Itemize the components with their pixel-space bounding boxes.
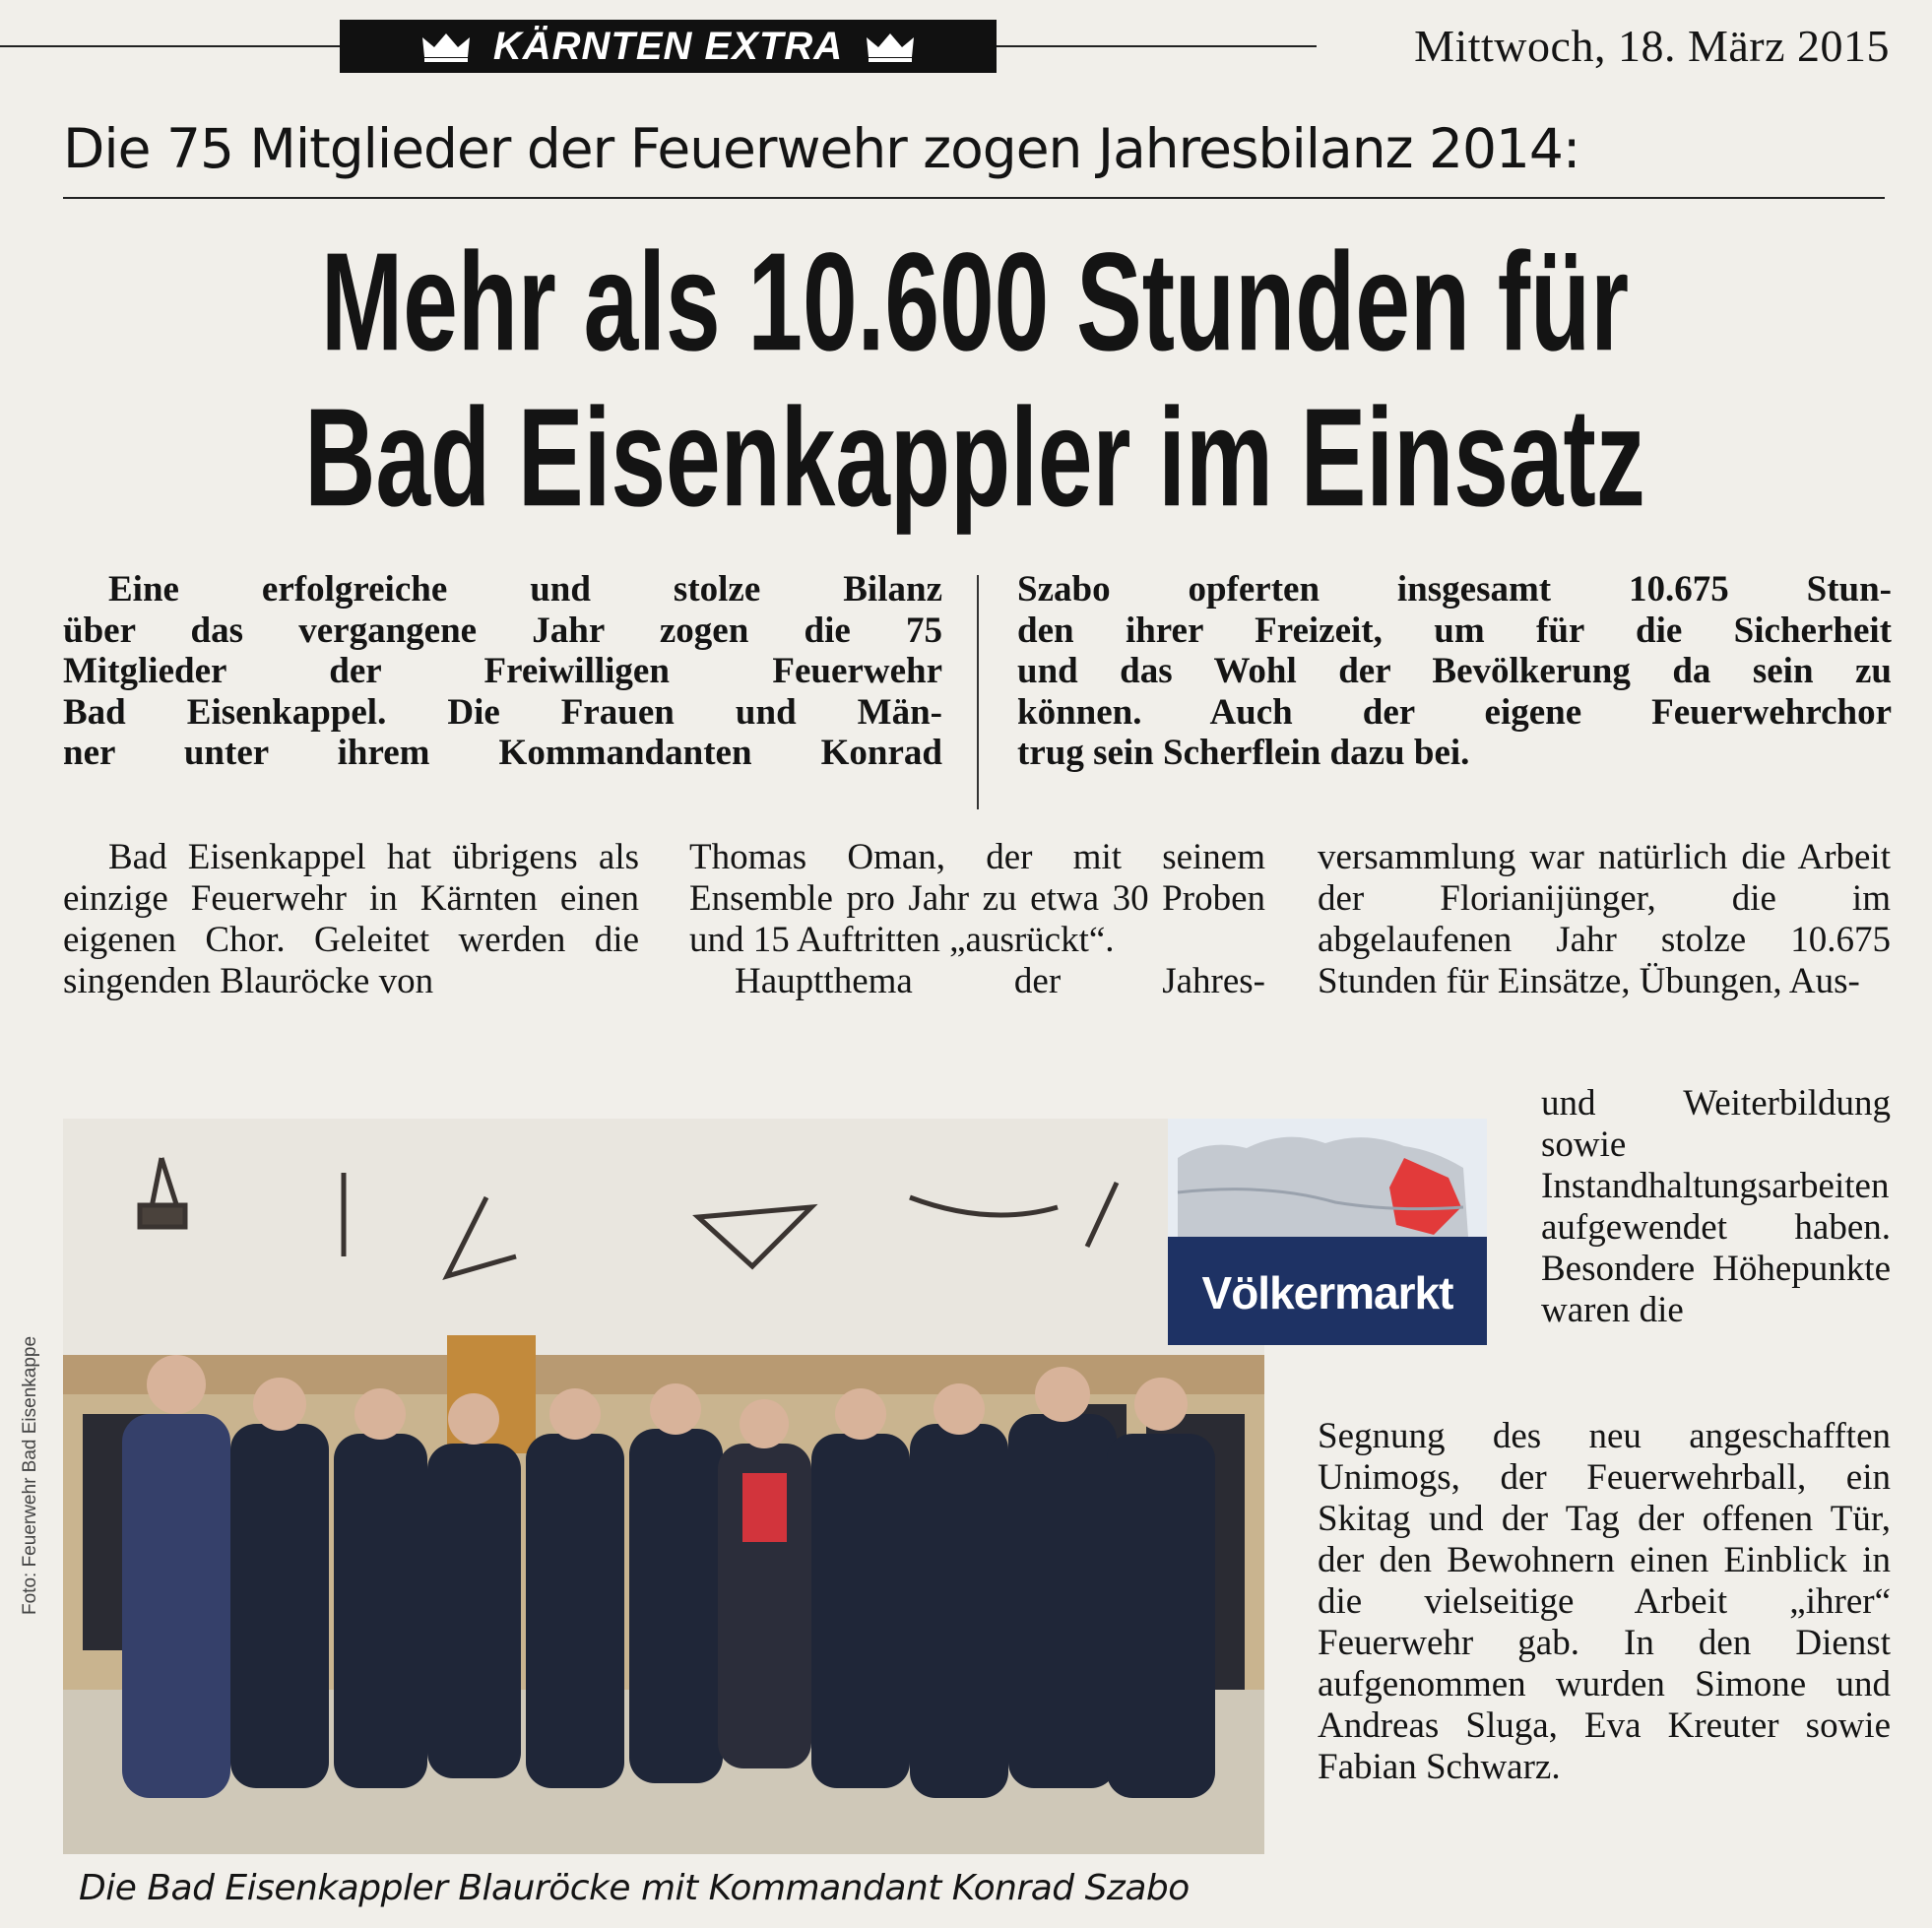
kicker-underline — [63, 197, 1885, 199]
body-paragraph: Segnung des neu angeschafften Unimogs, der Feuerwehrball, ein Skitag und der Tag der offenen Tür, der den Bewohnern einen Einblick in die vielseitige Arbeit „ihrer“ Feuerwehr gab. In den Dienst aufgenommen wurden Simone und Andreas Sluga, Eva Kreuter sowie Fabian Schwarz. — [1318, 1416, 1891, 1787]
lead-line: Bad Eisenkappel. Die Frauen und Män- — [63, 691, 942, 733]
photo-caption: Die Bad Eisenkappler Blauröcke mit Kommandant Konrad Szabo — [79, 1868, 1190, 1908]
crown-icon — [420, 30, 472, 63]
body-column-3-narrow — [1541, 1083, 1891, 1331]
headline-line-2: Bad Eisenkappler im Einsatz — [304, 379, 1645, 537]
lead-line: Mitglieder der Freiwilligen Feuerwehr — [63, 651, 942, 691]
body-paragraph: versammlung war natürlich die Arbeit der Florianijünger, die im abgelaufenen Jahr stolze 10.675 Stunden für Einsätze, Übungen, Aus- — [1318, 837, 1891, 1001]
header-rule-left — [0, 45, 340, 47]
lead-column-divider — [977, 575, 979, 809]
lead-line: ner unter ihrem Kommandanten Konrad — [63, 733, 942, 773]
body-paragraph: Bad Eisenkappel hat übrigens als einzige Feuerwehr in Kärnten einen eigenen Chor. Geleitet werden die singenden Blauröcke von — [63, 837, 639, 1001]
photo-credit: Foto: Feuerwehr Bad Eisenkappe — [20, 1335, 40, 1615]
header-rule-right — [997, 45, 1317, 47]
district-label: Völkermarkt — [1201, 1267, 1453, 1318]
lead-line: Szabo opferten insgesamt 10.675 Stun- — [1017, 569, 1892, 610]
lead-line: trug sein Scherflein dazu bei. — [1017, 733, 1470, 773]
body-paragraph: und Weiterbildung sowie Instandhaltungsarbeiten aufgewendet haben. Besondere Höhepunkte waren die — [1541, 1083, 1891, 1330]
body-paragraph: Hauptthema der Jahres- — [735, 961, 1265, 1001]
headline-line-1: Mehr als 10.600 Stunden für — [320, 224, 1630, 381]
body-column-3 — [1318, 837, 1891, 1002]
lead-line: Eine erfolgreiche und stolze Bilanz — [108, 569, 942, 610]
crown-icon — [865, 30, 916, 63]
body-column-2 — [689, 837, 1265, 1002]
lead-line: den ihrer Freizeit, um für die Sicherheit — [1017, 610, 1892, 651]
lead-line: können. Auch der eigene Feuerwehrchor — [1017, 691, 1892, 733]
locator-map — [1168, 1119, 1487, 1345]
body-paragraph: Thomas Oman, der mit seinem Ensemble pro Jahr zu etwa 30 Proben und 15 Auftritten „ausrückt“. — [689, 837, 1265, 960]
body-column-1 — [63, 837, 639, 1002]
body-column-3-bottom — [1318, 1416, 1891, 1788]
kicker: Die 75 Mitglieder der Feuerwehr zogen Jahresbilanz 2014: — [63, 117, 1580, 180]
lead-line: und das Wohl der Bevölkerung da sein zu — [1017, 651, 1892, 691]
carinthia-map-icon — [1168, 1119, 1487, 1266]
lead-right — [1017, 569, 1892, 774]
section-title: KÄRNTEN EXTRA — [492, 24, 844, 68]
lead-left — [63, 569, 942, 774]
issue-date: Mittwoch, 18. März 2015 — [1414, 21, 1890, 71]
lead-line: über das vergangene Jahr zogen die 75 — [63, 610, 942, 651]
section-badge — [340, 20, 997, 73]
group-photo — [63, 1119, 1264, 1854]
